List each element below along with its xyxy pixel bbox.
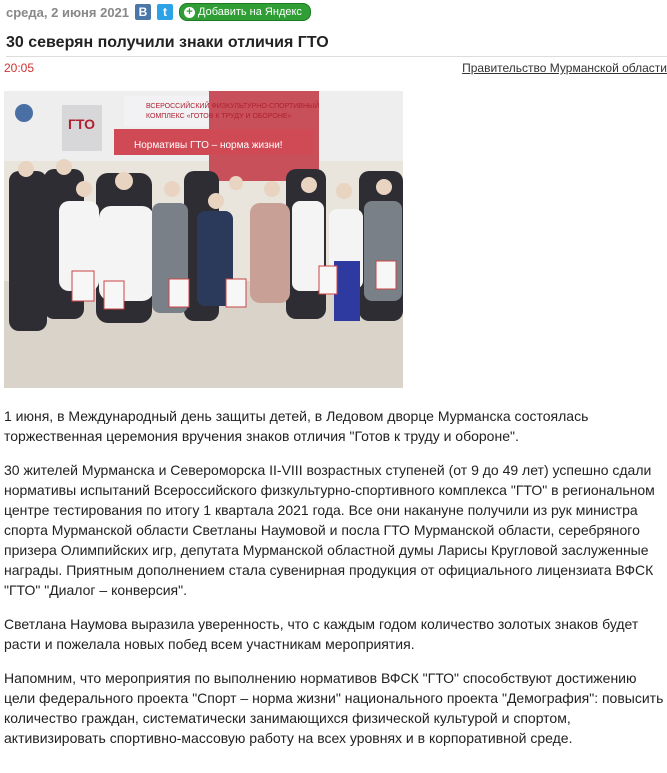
twitter-icon[interactable]: t (157, 4, 173, 20)
article-paragraph: 30 жителей Мурманска и Североморска II-VIII возрастных ступеней (от 9 до 49 лет) успешно сдали нормативы испытаний Всероссийского физкультурно-спортивного комплекса "ГТО" в региональном центре тестирования по итогу 1 квартала 2021 года. Все они накануне получили из рук министра спорта Мурманской области Светланы Наумовой и посла ГТО Мурманской области, серебряного призера Олимпийских игр, депутата Мурманской областной думы Ларисы Кругловой заслуженные награды. Приятным дополнением стала сувенирная продукция от официального лицензиата ВФСК "ГТО" "Диалог – конверсия". (4, 462, 655, 598)
title-divider (6, 56, 667, 57)
photo-banner-line1: ВСЕРОССИЙСКИЙ ФИЗКУЛЬТУРНО-СПОРТИВНЫЙ (146, 103, 320, 110)
add-to-yandex-button[interactable] (179, 3, 311, 21)
vk-icon[interactable]: В (135, 4, 151, 20)
article-time: 20:05 (4, 61, 35, 75)
article-body (4, 406, 664, 762)
add-to-yandex-label: Добавить на Яндекс (198, 6, 302, 18)
plus-icon: + (184, 7, 195, 18)
article-paragraph: 1 июня, в Международный день защиты детей, в Ледовом дворце Мурманска состоялась торжественная церемония вручения знаков отличия "Готов к труду и обороне". (4, 408, 589, 444)
photo-banner-line2: КОМПЛЕКС «ГОТОВ К ТРУДУ И ОБОРОНЕ» (146, 113, 292, 120)
source-link[interactable]: Правительство Мурманской области (462, 61, 667, 75)
article-paragraph: Напомним, что мероприятия по выполнению нормативов ВФСК "ГТО" способствуют достижению цели федерального проекта "Спорт – норма жизни" национального проекта "Демография": повысить количество граждан, систематически занимающихся физической культурой и спортом, активизировать спортивно-массовую работу на всех уровнях и в корпоративной среде. (4, 670, 664, 746)
article-photo (4, 91, 403, 388)
photo-illustration (4, 91, 403, 388)
article-paragraph: Светлана Наумова выразила уверенность, что с каждым годом количество золотых знаков будет расти и пожелала новых побед всем участникам мероприятия. (4, 616, 639, 652)
photo-slogan: Нормативы ГТО – норма жизни! (134, 140, 283, 151)
photo-logo-text: ГТО (68, 116, 96, 132)
article-title: 30 северян получили знаки отличия ГТО (6, 34, 329, 51)
article-header-bar (6, 3, 311, 21)
publication-date: среда, 2 июня 2021 (6, 4, 130, 20)
